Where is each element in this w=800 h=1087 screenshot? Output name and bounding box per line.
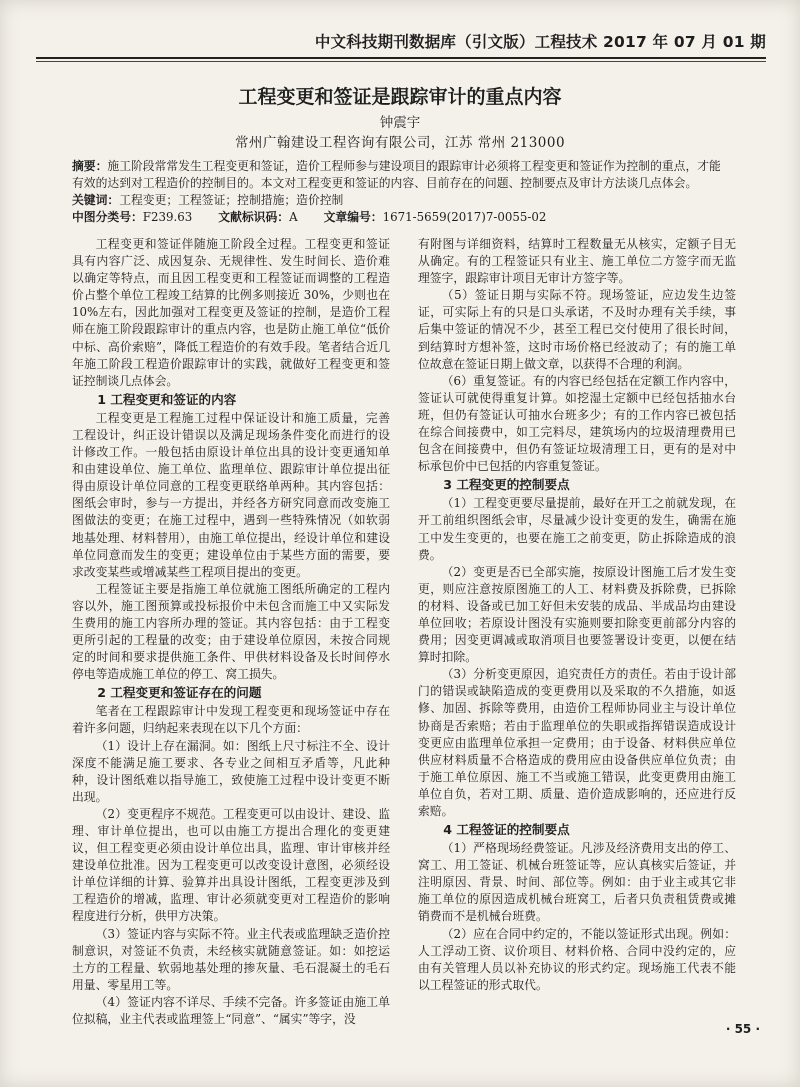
doc-value: A xyxy=(289,210,298,224)
body-column-left xyxy=(72,236,390,1028)
body-paragraph: 工程变更是工程施工过程中保证设计和施工质量，完善工程设计，纠正设计错误以及满足现场条件变化而进行的设计修改工作。一般包括由原设计单位出具的设计变更通知单和由建设单位、施工单位、监理单位、跟踪审计单位提出征得由原设计单位同意的工程变更联络单两种。其内容包括：图纸会审时，参与一方提出，并经各方研究同意而改变施工图做法的变更；在施工过程中，遇到一些特殊情况（如软弱地基处理、材料替用），由施工单位提出，经设计单位和建设单位同意而发生的变更；建设单位由于某些方面的需要，要求改变某些或增减某些工程项目提出的变更。 xyxy=(72,410,390,579)
body-paragraph: 有附图与详细资料，结算时工程数量无从核实，定额子目无从确定。有的工程签证只有业主、施工单位二方签字而无监理签字，跟踪审计项目无审计方签字等。 xyxy=(418,237,736,286)
clc-code xyxy=(72,209,192,226)
header-rule-thin xyxy=(36,61,766,62)
body-paragraph: 工程变更和签证伴随施工阶段全过程。工程变更和签证具有内容广泛、成因复杂、无规律性、发生时间长、造价难以确定等特点，而且因工程变更和工程签证而调整的工程造价占整个单位工程竣工结算的比例多则接近 30%，少则也在 10%左右，因此加强对工程变更及签证的控制，是造价工程师在施工阶段跟踪审计的重点内容，也是防止施工单位“低价中标、高价索赔”，降低工程造价的有效手段。笔者结合近几年施工阶段工程造价跟踪审计的实践，就做好工程变更和签证控制谈几点体会。 xyxy=(72,237,390,388)
doc-label: 文献标识码： xyxy=(218,210,290,224)
author-affiliation: 常州广翰建设工程咨询有限公司，江苏 常州 213000 xyxy=(234,135,566,151)
section-heading: 3 工程变更的控制要点 xyxy=(443,477,570,493)
abstract-text: 施工阶段常常发生工程变更和签证，造价工程师参与建设项目的跟踪审计必须将工程变更和签证作为控制的重点，才能有效的达到对工程造价的控制目的。本文对工程变更和签证的内容、目前存在的问题、控制要点及审计方法谈几点体会。 xyxy=(72,159,721,190)
body-paragraph: 工程签证主要是指施工单位就施工图纸所确定的工程内容以外，施工图预算或投标报价中未包含而施工中又实际发生费用的施工内容所办理的签证。其内容包括：由于工程变更所引起的工程量的改变；由于建设单位原因，未按合同规定的时间和要求提供施工条件、甲供材料设备及长时间停水停电等造成施工单位的停工、窝工损失。 xyxy=(72,581,390,682)
doc-code xyxy=(218,209,297,226)
section-heading: 2 工程变更和签证存在的问题 xyxy=(97,685,262,701)
section-heading: 4 工程签证的控制要点 xyxy=(443,822,570,838)
article-value: 1671-5659(2017)7-0055-02 xyxy=(382,210,547,224)
article-title: 工程变更和签证是跟踪审计的重点内容 xyxy=(238,86,562,108)
header-rule xyxy=(36,57,766,59)
body-paragraph: （2）变更程序不规范。工程变更可以由设计、建设、监理、审计单位提出，也可以由施工方提出合理化的变更建议，但工程变更必须由设计单位出具，监理、审计审核并经建设单位批准。因为工程变更可以改变设计意图，必须经设计单位详细的计算、验算并出具设计图纸，工程变更涉及到工程造价的增减，监理、审计必须就变更对工程造价的影响程度进行分析，供甲方决策。 xyxy=(72,806,390,924)
clc-label: 中图分类号： xyxy=(72,210,143,224)
article-number xyxy=(324,209,547,226)
author-name: 钟震宇 xyxy=(379,115,421,131)
body-column-right xyxy=(418,236,736,994)
body-paragraph: （1）设计上存在漏洞。如：图纸上尺寸标注不全、设计深度不能满足施工要求、各专业之间相互矛盾等，凡此种种，设计图纸难以指导施工，致使施工过程中设计变更不断出现。 xyxy=(72,738,390,804)
classification-row xyxy=(72,209,722,226)
running-head: 中文科技期刊数据库（引文版）工程技术 2017 年 07 月 01 期 xyxy=(314,33,766,51)
abstract xyxy=(72,158,722,192)
body-paragraph: （5）签证日期与实际不符。现场签证，应边发生边签证，可实际上有的只是口头承诺，不及时办理有关手续，事后集中签证的情况不少，甚至工程已交付使用了很长时间，到结算时方想补签，这时市场价格已经波动了；有的施工单位故意在签证日期上做文章，以获得不合理的利润。 xyxy=(418,288,736,371)
body-paragraph: （3）签证内容与实际不符。业主代表或监理缺乏造价控制意识，对签证不负责，未经核实就随意签证。如：如挖运土方的工程量、软弱地基处理的掺灰量、毛石混凝土的毛石用量、零星用工等。 xyxy=(72,926,390,992)
section-heading: 1 工程变更和签证的内容 xyxy=(97,391,237,407)
body-paragraph: （1）工程变更要尽量提前，最好在开工之前就发现，在开工前组织图纸会审，尽量减少设计变更的发生，确需在施工中发生变更的，也要在施工之前变更，防止拆除造成的浪费。 xyxy=(418,496,736,562)
body-paragraph: （1）严格现场经费签证。凡涉及经济费用支出的停工、窝工、用工签证、机械台班签证等，应认真核实后签证，并注明原因、背景、时间、部位等。例如：由于业主或其它非施工单位的原因造成机械台班窝工，后者只负责租赁费或摊销费而不是机械台班费。 xyxy=(418,841,736,924)
body-paragraph: （2）变更是否已全部实施，按原设计图施工后才发生变更，则应注意按原图施工的人工、材料费及拆除费，已拆除的材料、设备或已加工好但未安装的成品、半成品均由建设单位回收；若原设计图没有实施则要扣除变更前部分内容的费用；因变更调减或取消项目也要签署设计变更，以便在结算时扣除。 xyxy=(418,564,736,665)
article-label: 文章编号： xyxy=(323,210,383,224)
page-number: · 55 · xyxy=(725,1022,760,1036)
keywords-text: 工程变更；工程签证；控制措施；造价控制 xyxy=(119,193,344,207)
front-matter xyxy=(72,158,722,226)
body-paragraph: （6）重复签证。有的内容已经包括在定额工作内容中，签证认可就使得重复计算。如挖湿土定额中已经包括抽水台班，但仍有签证认可抽水台班多少；有的工作内容已被包括在综合间接费中，如工完料尽，建筑场内的垃圾清理费用已包含在间接费中，但仍有签证垃圾清理工日，更有的是对中标承包价中已包括的内容重复签证。 xyxy=(418,373,736,474)
clc-value: F239.63 xyxy=(142,210,193,224)
keywords xyxy=(72,192,722,209)
body-paragraph: （2）应在合同中约定的，不能以签证形式出现。例如：人工浮动工资、议价项目、材料价格、合同中没约定的，应由有关管理人员以补充协议的形式约定。现场施工代表不能以工程签证的形式取代。 xyxy=(418,926,736,992)
body-paragraph: （4）签证内容不详尽、手续不完备。许多签证由施工单位拟稿，业主代表或监理签上“同意”、“属实”等字，没 xyxy=(72,994,390,1027)
keywords-label: 关键词： xyxy=(72,193,120,207)
abstract-label: 摘要： xyxy=(72,159,108,173)
body-paragraph: 笔者在工程跟踪审计中发现工程变更和现场签证中存在着许多问题，归纳起来表现在以下几个方面： xyxy=(72,704,390,736)
body-paragraph: （3）分析变更原因，追究责任方的责任。若由于设计部门的错误或缺陷造成的变更费用以及采取的不久措施，如返修、加固、拆除等费用，由造价工程师协同业主与设计单位协商是否索赔；若由于监理单位的失职或指挥错误造成设计变更应由监理单位承担一定费用；由于设备、材料供应单位供应材料质量不合格造成的费用应由设备供应单位负责；由于施工单位原因、施工不当或施工错误，此变更费用由施工单位自负，若对工期、质量、造价造成影响的，还应进行反索赔。 xyxy=(418,667,736,818)
